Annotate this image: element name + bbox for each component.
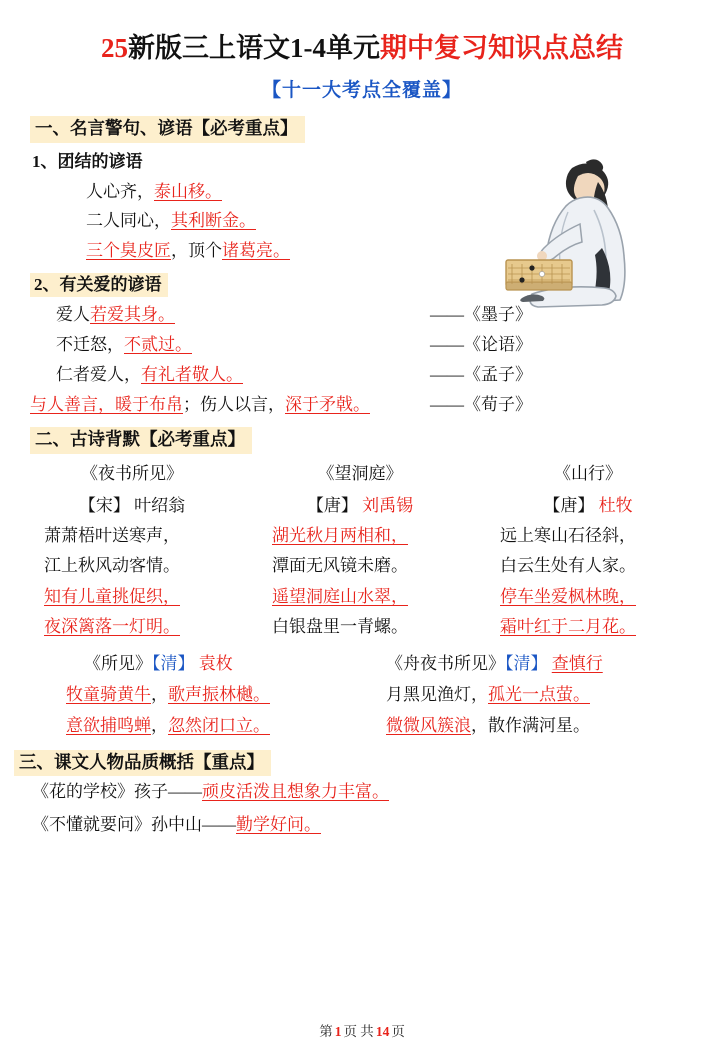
poem-3-line-2: 白云生处有人家。 (500, 556, 636, 576)
poem-1-line-4: 夜深篱落一灯明。 (44, 616, 180, 636)
poem-3-line-3: 停车坐爱枫林晚， (500, 586, 636, 606)
poem-pair-1-heading: 《所见》【清】 袁枚 (84, 654, 233, 674)
poem-2-line-1: 湖光秋月两相和， (272, 526, 408, 546)
poem-3-line-4: 霜叶红于二月花。 (500, 616, 636, 636)
page-title (0, 26, 724, 65)
scholar-playing-go-icon (476, 152, 686, 332)
poem-title-2: 《望洞庭》 (317, 463, 403, 483)
proverb-love-source-4: ——《荀子》 (430, 395, 532, 415)
proverb-love-2: 不迁怒，不贰过。 ——《论语》 (30, 330, 724, 360)
page-footer (0, 1020, 724, 1040)
poem-author-3: 【唐】 杜牧 (543, 495, 633, 515)
footer-middle: 页 共 (343, 1024, 374, 1039)
proverb-love-1: 爱人若爱其身。 ——《墨子》 (30, 300, 724, 330)
poem-pair-1-line-1: 牧童骑黄牛，歌声振林樾。 (66, 684, 270, 704)
poem-1-line-2: 江上秋风动客情。 (44, 556, 180, 576)
poem-1-line-3: 知有儿童挑促织， (44, 586, 180, 606)
section-2-heading: 二、古诗背默【必考重点】 (30, 427, 252, 454)
footer-page-number: 1 (334, 1024, 342, 1039)
footer-total-pages: 14 (375, 1024, 390, 1039)
poem-pair-column-2 (360, 648, 702, 741)
proverb-unity-3: 三个臭皮匠，顶个诸葛亮。 (86, 241, 290, 261)
title-part-3: 1-4 (290, 33, 326, 63)
poem-pair-2-line-2: 微微风簇浪，散作满河星。 (386, 715, 590, 735)
poem-pair-row (0, 648, 724, 741)
poem-author-1: 【宋】 叶绍翁 (78, 495, 186, 515)
poem-2-line-3: 遥望洞庭山水翠， (272, 586, 408, 606)
poem-pair-column-1 (18, 648, 360, 741)
proverb-love-source-1: ——《墨子》 (430, 304, 532, 324)
proverb-love-source-3: ——《孟子》 (430, 365, 532, 385)
poem-title-3: 《山行》 (554, 463, 622, 483)
title-part-2: 新版三上语文 (128, 33, 290, 63)
footer-prefix: 第 (319, 1024, 333, 1039)
poem-pair-2-line-1: 月黑见渔灯，孤光一点萤。 (386, 684, 590, 704)
proverb-unity-2: 二人同心，其利断金。 (86, 211, 256, 231)
section-3-heading: 三、课文人物品质概括【重点】 (14, 750, 271, 777)
page-subtitle: 【十一大考点全覆盖】 (261, 80, 462, 101)
character-item-2: 《不懂就要问》孙中山——勤学好问。 (32, 814, 321, 834)
poem-author-2: 【唐】 刘禹锡 (306, 495, 414, 515)
poems-grid (0, 458, 724, 643)
section-1-sub-2: 2、有关爱的谚语 (30, 270, 724, 300)
poem-3-line-1: 远上寒山石径斜， (500, 526, 636, 546)
poem-pair-2-heading: 《舟夜书所见》【清】 查慎行 (386, 654, 603, 674)
proverb-love-4: 与人善言，暖于布帛；伤人以言，深于矛戟。 ——《荀子》 (30, 390, 724, 420)
character-item-1: 《花的学校》孩子——顽皮活泼且想象力丰富。 (32, 782, 389, 802)
footer-suffix: 页 (391, 1024, 405, 1039)
poem-column-1 (18, 458, 246, 643)
poem-column-2 (246, 458, 474, 643)
poem-2-line-4: 白银盘里一青螺。 (272, 616, 408, 636)
section-3 (0, 750, 724, 841)
title-part-4: 单元 (326, 33, 380, 63)
section-1-heading: 一、名言警句、谚语【必考重点】 (30, 116, 305, 143)
section-1-sub-1: 1、团结的谚语 (32, 151, 143, 171)
proverb-love-3: 仁者爱人，有礼者敬人。 ——《孟子》 (30, 360, 724, 390)
title-part-5: 期中复习知识点总结 (380, 33, 623, 63)
proverb-love-source-2: ——《论语》 (430, 334, 532, 354)
poem-title-1: 《夜书所见》 (81, 463, 183, 483)
poem-column-3 (474, 458, 702, 643)
poem-1-line-1: 萧萧梧叶送寒声， (44, 526, 180, 546)
proverb-unity-1: 人心齐，泰山移。 (86, 181, 222, 201)
document-page (0, 26, 724, 1050)
poem-pair-1-line-2: 意欲捕鸣蝉，忽然闭口立。 (66, 715, 270, 735)
section-2 (0, 427, 724, 454)
title-part-1: 25 (101, 33, 128, 63)
poem-2-line-2: 潭面无风镜未磨。 (272, 556, 408, 576)
